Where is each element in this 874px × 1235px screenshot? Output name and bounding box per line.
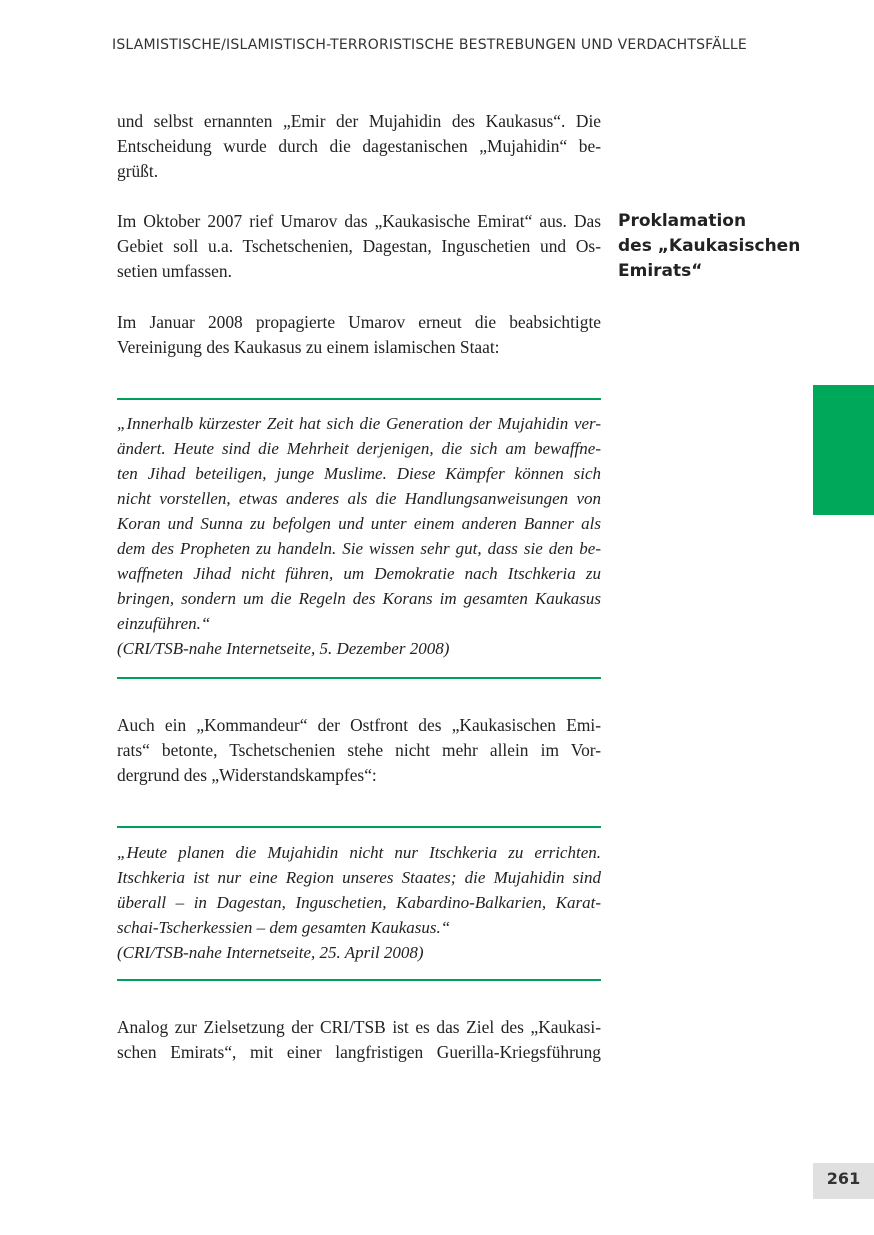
quote-line: überall – in Dagestan, Inguschetien, Kabardino-Balkarien, Karat- [117,893,601,912]
paragraph [117,109,601,184]
text-line: Vereinigung des Kaukasus zu einem islamischen Staat: [117,337,500,357]
text-line: Im Januar 2008 propagierte Umarov erneut die beabsichtigte [117,312,601,332]
quote-line: ten Jihad beteiligen, junge Muslime. Diese Kämpfer können sich [117,464,601,483]
margin-heading-line: Proklamation [618,211,747,231]
text-line: Gebiet soll u.a. Tschetschenien, Dagestan, Inguschetien und Os- [117,236,601,256]
quote-source: (CRI/TSB-nahe Internetseite, 5. Dezember 2008) [117,639,450,658]
paragraph [117,310,601,360]
quote-line: schai-Tscherkessien – dem gesamten Kaukasus.“ [117,918,451,937]
quote-line: ändert. Heute sind die Mehrheit derjenigen, die sich am bewaffne- [117,439,601,458]
paragraph [117,713,601,788]
quote-line: Itschkeria ist nur eine Region unseres Staates; die Mujahidin sind [117,868,601,887]
running-header: ISLAMISTISCHE/ISLAMISTISCH-TERRORISTISCHE BESTREBUNGEN UND VERDACHTSFÄLLE [112,37,747,53]
quote-line: bringen, sondern um die Regeln des Korans im gesamten Kaukasus [117,589,601,608]
page-number: 261 [813,1163,874,1199]
quote-line: waffneten Jihad nicht führen, um Demokratie nach Itschkeria zu [117,564,601,583]
text-line: dergrund des „Widerstandskampfes“: [117,765,377,785]
paragraph [117,209,601,284]
margin-heading [618,209,808,284]
text-line: Auch ein „Kommandeur“ der Ostfront des „Kaukasischen Emi- [117,715,601,735]
text-line: setien umfassen. [117,261,232,281]
paragraph [117,1015,601,1065]
chapter-tab-marker [813,385,874,515]
quote-line: nicht vorstellen, etwas anderes als die Handlungsanweisungen von [117,489,601,508]
quote-line: „Heute planen die Mujahidin nicht nur Itschkeria zu errichten. [117,843,601,862]
quote-line: Koran und Sunna zu befolgen und unter einem anderen Banner als [117,514,601,533]
text-line: Entscheidung wurde durch die dagestanischen „Mujahidin“ be- [117,136,601,156]
block-quote [117,826,601,981]
block-quote [117,398,601,679]
quote-line: dem des Propheten zu handeln. Sie wissen sehr gut, dass sie den be- [117,539,601,558]
text-line: schen Emirats“, mit einer langfristigen Guerilla-Kriegsführung [117,1042,601,1062]
text-line: grüßt. [117,161,159,181]
text-line: rats“ betonte, Tschetschenien stehe nicht mehr allein im Vor- [117,740,601,760]
margin-heading-line: des „Kaukasischen [618,236,801,256]
quote-line: „Innerhalb kürzester Zeit hat sich die Generation der Mujahidin ver- [117,414,601,433]
margin-heading-line: Emirats“ [618,261,703,281]
quote-line: einzuführen.“ [117,614,211,633]
text-line: Analog zur Zielsetzung der CRI/TSB ist es das Ziel des „Kaukasi- [117,1017,601,1037]
text-line: Im Oktober 2007 rief Umarov das „Kaukasische Emirat“ aus. Das [117,211,601,231]
quote-source: (CRI/TSB-nahe Internetseite, 25. April 2008) [117,943,424,962]
text-line: und selbst ernannten „Emir der Mujahidin des Kaukasus“. Die [117,111,601,131]
